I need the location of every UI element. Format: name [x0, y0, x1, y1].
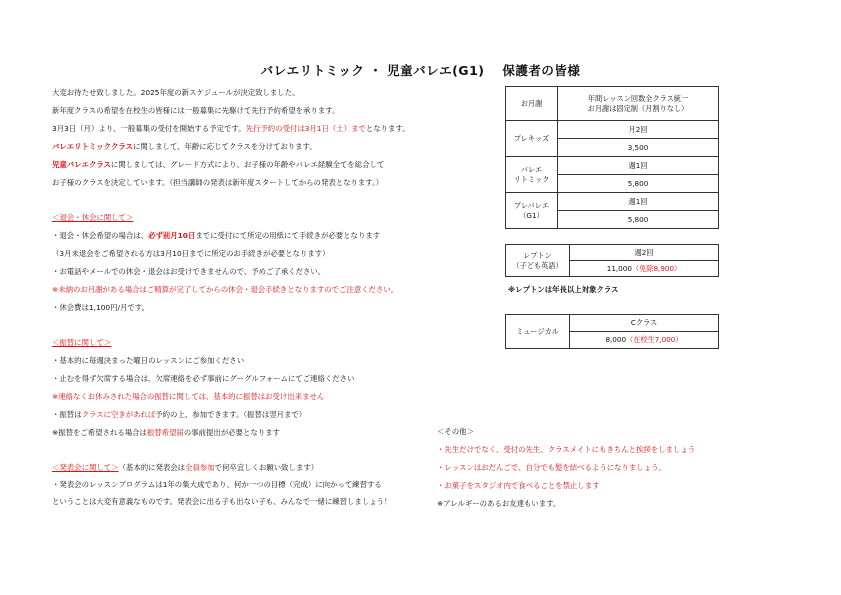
leave-deadline: 必ず前月10日 [148, 231, 196, 240]
lepton-freq: 週2回 [570, 245, 719, 261]
recital-heading-c: で何卒宜しくお願い致します） [214, 463, 319, 472]
makeup-line-2: ・止むを得ず欠席する場合は、欠席連絡を必ず事前にグーグルフォームにてご連絡ください [52, 374, 355, 383]
rhythmic-class-label: バレエリトミッククラス [52, 142, 133, 151]
intro-line-1: 大変お待たせ致しました。2025年度の新スケジュールが決定致しました。 [52, 88, 300, 97]
makeup-line-5a: ※振替をご希望される場合は [52, 428, 147, 437]
page-title: バレエリトミック ・ 児童バレエ(G1) 保護者の皆様 [260, 63, 581, 78]
other-line-3: ・お菓子をスタジオ内で食べることを禁止します [437, 481, 600, 490]
musical-price: 8,000 [605, 335, 627, 344]
fee-header-line-1: 年間レッスン回数全クラス統一 [587, 93, 689, 103]
pre-ballet-price: 5,800 [558, 211, 719, 229]
advance-reservation-deadline: 先行予約の受付は3月1日（土）まで [245, 124, 366, 133]
intro-line-5 [52, 160, 384, 170]
rhythmic-class-desc: に関しまして、年齢に応じてクラスを分けております。 [132, 142, 317, 151]
pre-ballet-name [506, 193, 558, 229]
lepton-price: 11,000 [606, 263, 632, 273]
intro-line-6: お子様のクラスを決定しています。（担当講師の発表は新年度スタートしてからの発表となります。） [52, 178, 384, 187]
makeup-line-3: ※連絡なくお休みされた場合の振替に関しては、基本的に振替はお受け出来ません [52, 392, 325, 401]
fee-table [505, 86, 719, 229]
leave-line-5: ・休会費は1,100円/月です。 [52, 303, 149, 312]
leave-line-1 [52, 231, 380, 241]
leave-heading: ＜退会・休会に関して＞ [52, 213, 134, 222]
leave-line-3: ・お電話やメールでの休会・退会はお受けできませんので、予めご了承ください。 [52, 267, 326, 276]
recital-line-1: ・発表会のレッスンプログラムは1年の集大成であり、何か一つの目標（完成）に向かって練習する [52, 480, 382, 489]
rhythmic-name-1: バレエ [520, 164, 543, 174]
makeup-form-name: 振替希望届 [146, 428, 184, 437]
recital-heading: ＜発表会に関して＞ [52, 463, 119, 472]
other-line-2: ・レッスンはおだんごで、自分でも髪を結べるようになりましょう。 [437, 463, 666, 472]
other-heading: ＜その他＞ [437, 427, 474, 436]
rhythmic-price: 5,800 [558, 175, 719, 193]
rhythmic-name-2: リトミック [513, 174, 550, 184]
lepton-name-1: レプトン [523, 250, 552, 260]
pre-kids-freq: 月2回 [558, 121, 719, 139]
makeup-line-4a: ・振替は [52, 410, 82, 419]
musical-class: Cクラス [570, 315, 719, 332]
musical-table [505, 314, 719, 349]
recital-heading-line [52, 463, 318, 473]
children-ballet-label: 児童バレエクラス [52, 160, 111, 169]
pre-kids-name: プレキッズ [506, 121, 558, 157]
pre-ballet-name-2: （G1） [519, 210, 544, 220]
rhythmic-freq: 週1回 [558, 157, 719, 175]
makeup-heading: ＜振替に関して＞ [52, 338, 112, 347]
recital-line-2: ということは大変有意義なものです。発表会に出る子も出ない子も、みんなで一緒に練習しましょう！ [52, 497, 392, 506]
other-line-4: ※アレルギーのあるお友達もいます。 [437, 499, 561, 508]
musical-name: ミュージカル [506, 315, 570, 349]
intro-line-2: 新年度クラスの希望を在校生の皆様には一般募集に先駆けて先行予約希望を承ります。 [52, 106, 340, 115]
pre-kids-price: 3,500 [558, 139, 719, 157]
fee-header-label: お月謝 [506, 87, 558, 121]
lepton-note: ※レプトンは年長以上対象クラス [508, 285, 619, 294]
rhythmic-name [506, 157, 558, 193]
recital-heading-a: （基本的に発表会は [118, 463, 186, 472]
musical-discount: （在校生7,000） [626, 335, 683, 344]
intro-line-3-end: となります。 [365, 124, 410, 133]
fee-header-line-2: お月謝は固定制（月割りなし） [587, 103, 689, 113]
leave-line-1c: までに受付にて所定の用紙にて手続きが必要となります [195, 231, 381, 240]
makeup-availability: クラスに空きがあれば [81, 410, 156, 419]
lepton-name-2: （子ども英語） [512, 260, 563, 270]
lepton-table [505, 244, 719, 277]
general-reception-text: 3月3日（月）より、一般募集の受付を開始する予定です。 [52, 124, 246, 133]
pre-ballet-name-1: プレバレエ [513, 200, 550, 210]
makeup-line-1: ・基本的に毎週決まった曜日のレッスンにご参加ください [52, 356, 245, 365]
leave-line-4: ※未納のお月謝がある場合はご精算が完了してからの休会・退会手続きとなりますのでご注意ください。 [52, 285, 399, 294]
lepton-discount: （免除8,900） [631, 263, 682, 273]
leave-line-1a: ・退会・休会希望の場合は、 [52, 231, 149, 240]
intro-line-4 [52, 142, 317, 152]
lepton-name [506, 245, 570, 277]
recital-all-participate: 全員参加 [185, 463, 215, 472]
makeup-line-4 [52, 410, 306, 420]
makeup-line-4c: 予約の上、参加できます。（振替は翌月まで） [155, 410, 307, 419]
other-line-1: ・先生だけでなく、受付の先生、クラスメイトにもきちんと挨拶をしましょう [437, 445, 696, 454]
children-ballet-desc: に関しましては、グレード方式により、お子様の年齢やバレエ経験全てを総合して [110, 160, 385, 169]
makeup-line-5 [52, 428, 280, 438]
fee-header-desc [558, 87, 719, 121]
musical-price-cell [570, 332, 719, 349]
intro-line-3 [52, 124, 410, 134]
makeup-line-5c: の事前提出が必要となります [183, 428, 280, 437]
pre-ballet-freq: 週1回 [558, 193, 719, 211]
leave-line-2: （3月末退会をご希望される方は3月10日までに所定のお手続きが必要となります） [52, 249, 330, 258]
lepton-price-cell [570, 261, 719, 277]
